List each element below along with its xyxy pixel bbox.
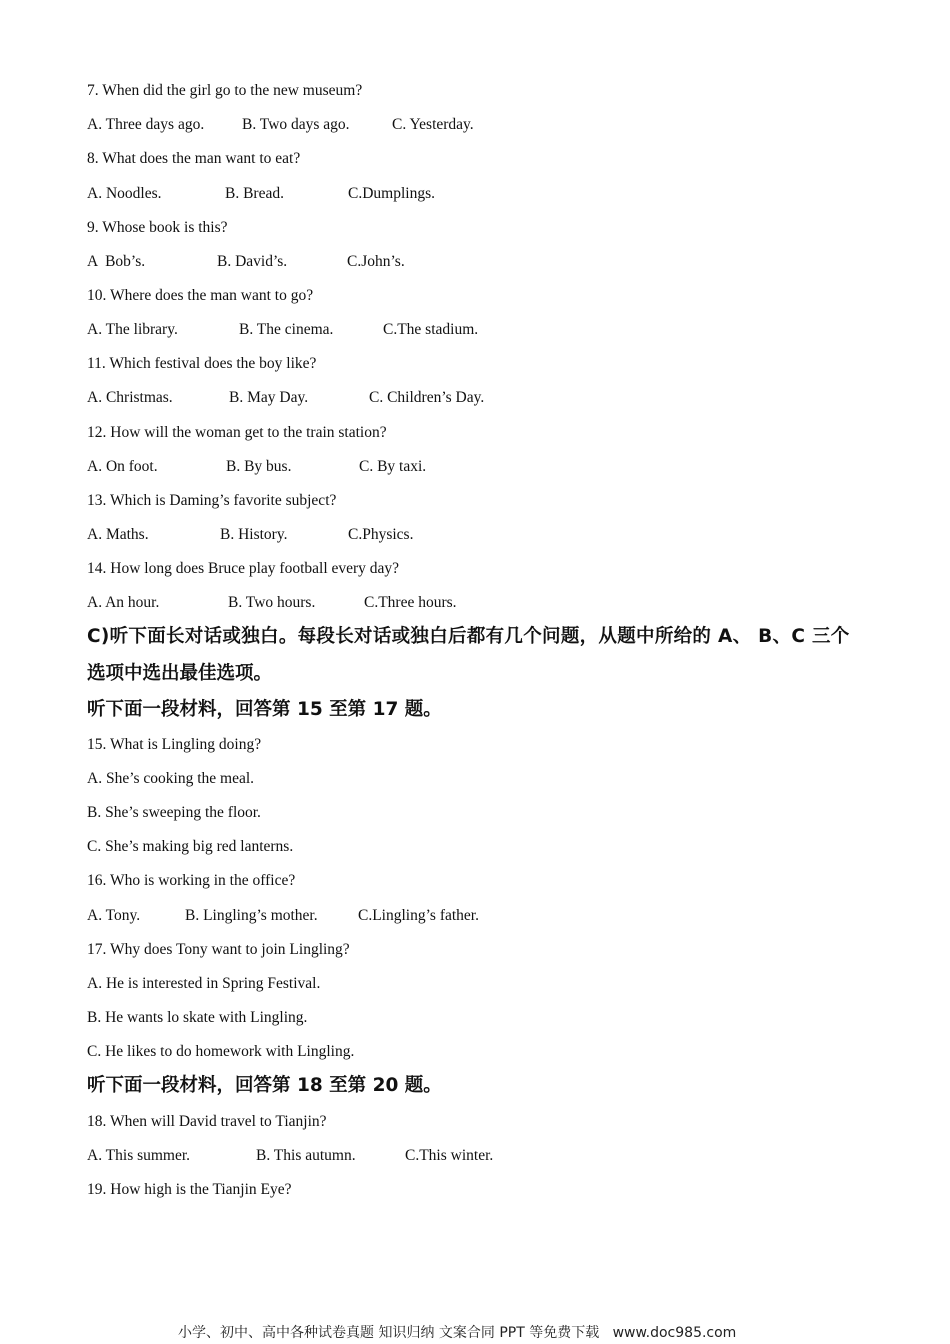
- option-a: A. Noodles.: [87, 185, 162, 202]
- option-c: C. By taxi.: [359, 458, 427, 475]
- option-b: B. Two days ago.: [242, 116, 350, 133]
- question-11: 11. Which festival does the boy like?: [87, 355, 317, 372]
- question-14: 14. How long does Bruce play football every day?: [87, 560, 400, 577]
- option-b: B. May Day.: [229, 389, 309, 406]
- question-13: 13. Which is Daming’s favorite subject?: [87, 492, 337, 509]
- question-17-option-c: C. He likes to do homework with Lingling.: [87, 1043, 355, 1060]
- option-a: A. Maths.: [87, 526, 149, 543]
- option-c: C.This winter.: [405, 1147, 494, 1164]
- question-12-options: [87, 457, 787, 477]
- page-footer: 小学、初中、高中各种试卷真题 知识归纳 文案合同 PPT 等免费下载 www.doc985.com: [178, 1325, 737, 1341]
- question-15-option-c: C. She’s making big red lanterns.: [87, 838, 294, 855]
- option-b: B. The cinema.: [239, 321, 334, 338]
- question-15-option-b: B. She’s sweeping the floor.: [87, 804, 261, 821]
- option-a: A. The library.: [87, 321, 178, 338]
- option-c: C.Dumplings.: [348, 185, 435, 202]
- option-c: C.Physics.: [348, 526, 414, 543]
- option-c: C. Yesterday.: [392, 116, 474, 133]
- question-8-options: [87, 184, 787, 204]
- option-c: C. Children’s Day.: [369, 389, 485, 406]
- option-b: B. History.: [220, 526, 288, 543]
- passage-2-instruction: 听下面一段材料，回答第 18 至第 20 题。: [87, 1075, 442, 1096]
- option-b: B. Lingling’s mother.: [185, 907, 318, 924]
- question-19: 19. How high is the Tianjin Eye?: [87, 1181, 292, 1198]
- question-18-options: [87, 1146, 787, 1166]
- option-a: A. Tony.: [87, 907, 141, 924]
- question-10-options: [87, 320, 787, 340]
- option-c: C.Lingling’s father.: [358, 907, 479, 924]
- option-a: A. Three days ago.: [87, 116, 205, 133]
- option-a: A. This summer.: [87, 1147, 191, 1164]
- option-b: B. David’s.: [217, 253, 288, 270]
- question-13-options: [87, 525, 787, 545]
- question-8: 8. What does the man want to eat?: [87, 150, 301, 167]
- question-17: 17. Why does Tony want to join Lingling?: [87, 941, 350, 958]
- question-17-option-b: B. He wants lo skate with Lingling.: [87, 1009, 308, 1026]
- option-c: C.John’s.: [347, 253, 405, 270]
- option-a: A. An hour.: [87, 594, 160, 611]
- question-17-option-a: A. He is interested in Spring Festival.: [87, 975, 321, 992]
- question-9-options: [87, 252, 787, 272]
- option-b: B. Bread.: [225, 185, 284, 202]
- question-12: 12. How will the woman get to the train station?: [87, 424, 387, 441]
- question-9: 9. Whose book is this?: [87, 219, 228, 236]
- option-c: C.Three hours.: [364, 594, 457, 611]
- section-c-heading-line1: C)听下面长对话或独白。每段长对话或独白后都有几个问题，从题中所给的 A、 B、C 三个: [87, 626, 850, 647]
- passage-1-instruction: 听下面一段材料，回答第 15 至第 17 题。: [87, 699, 442, 720]
- question-14-options: [87, 593, 787, 613]
- question-7: 7. When did the girl go to the new museum?: [87, 82, 363, 99]
- question-16: 16. Who is working in the office?: [87, 872, 296, 889]
- question-15: 15. What is Lingling doing?: [87, 736, 262, 753]
- option-a: A. On foot.: [87, 458, 158, 475]
- question-10: 10. Where does the man want to go?: [87, 287, 314, 304]
- question-7-options: [87, 115, 787, 135]
- option-c: C.The stadium.: [383, 321, 479, 338]
- option-b: B. Two hours.: [228, 594, 316, 611]
- question-18: 18. When will David travel to Tianjin?: [87, 1113, 327, 1130]
- option-b: B. By bus.: [226, 458, 292, 475]
- question-16-options: [87, 906, 787, 926]
- option-a: A Bob’s.: [87, 253, 146, 270]
- question-11-options: [87, 388, 787, 408]
- question-15-option-a: A. She’s cooking the meal.: [87, 770, 255, 787]
- option-b: B. This autumn.: [256, 1147, 356, 1164]
- option-a: A. Christmas.: [87, 389, 173, 406]
- section-c-heading-line2: 选项中选出最佳选项。: [87, 663, 273, 684]
